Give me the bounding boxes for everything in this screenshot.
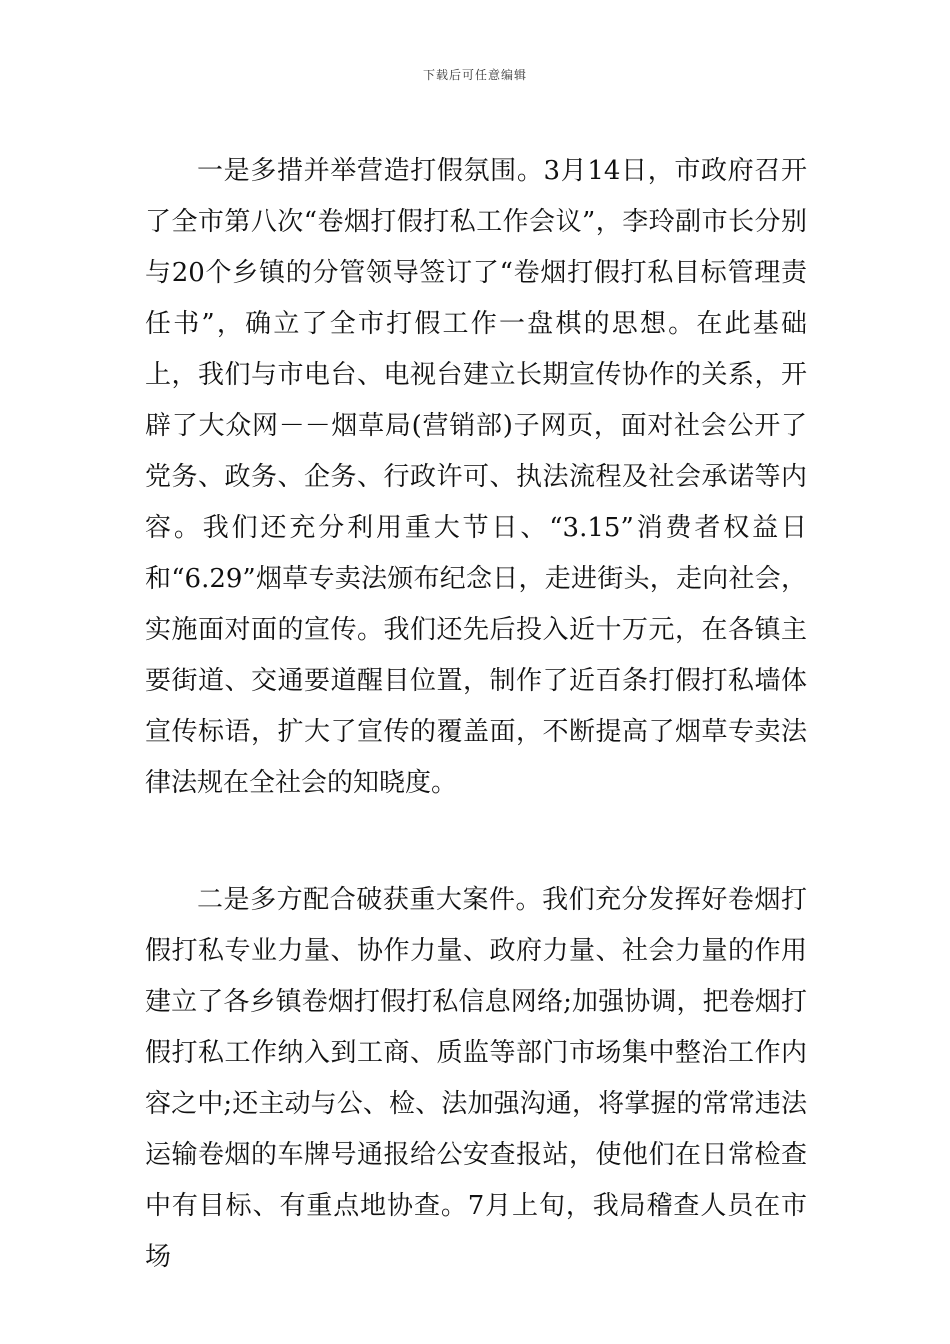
paragraph-anti-counterfeit-atmosphere: 一是多措并举营造打假氛围。3月14日，市政府召开了全市第八次“卷烟打假打私工作会议”，李玲副市长分别与20个乡镇的分管领导签订了“卷烟打假打私目标管理责任书”，确立了全市打假工作一盘棋的思想。在此基础上，我们与市电台、电视台建立长期宣传协作的关系，开辟了大众网－－烟草局(营销部)子网页，面对社会公开了党务、政务、企务、行政许可、执法流程及社会承诺等内容。我们还充分利用重大节日、“3.15”消费者权益日和“6.29”烟草专卖法颁布纪念日，走进街头，走向社会，实施面对面的宣传。我们还先后投入近十万元，在各镇主要街道、交通要道醒目位置，制作了近百条打假打私墙体宣传标语，扩大了宣传的覆盖面，不断提高了烟草专卖法律法规在全社会的知晓度。: [145, 156, 807, 798]
header-note: 下载后可任意编辑: [422, 68, 527, 82]
paragraph-major-cases: 二是多方配合破获重大案件。我们充分发挥好卷烟打假打私专业力量、协作力量、政府力量、社会力量的作用建立了各乡镇卷烟打假打私信息网络;加强协调，把卷烟打假打私工作纳入到工商、质监等部门市场集中整治工作内容之中;还主动与公、检、法加强沟通，将掌握的常常违法运输卷烟的车牌号通报给公安查报站，使他们在日常检查中有目标、有重点地协查。7月上旬，我局稽查人员在市场: [145, 885, 807, 1272]
document-body: [145, 146, 807, 1283]
